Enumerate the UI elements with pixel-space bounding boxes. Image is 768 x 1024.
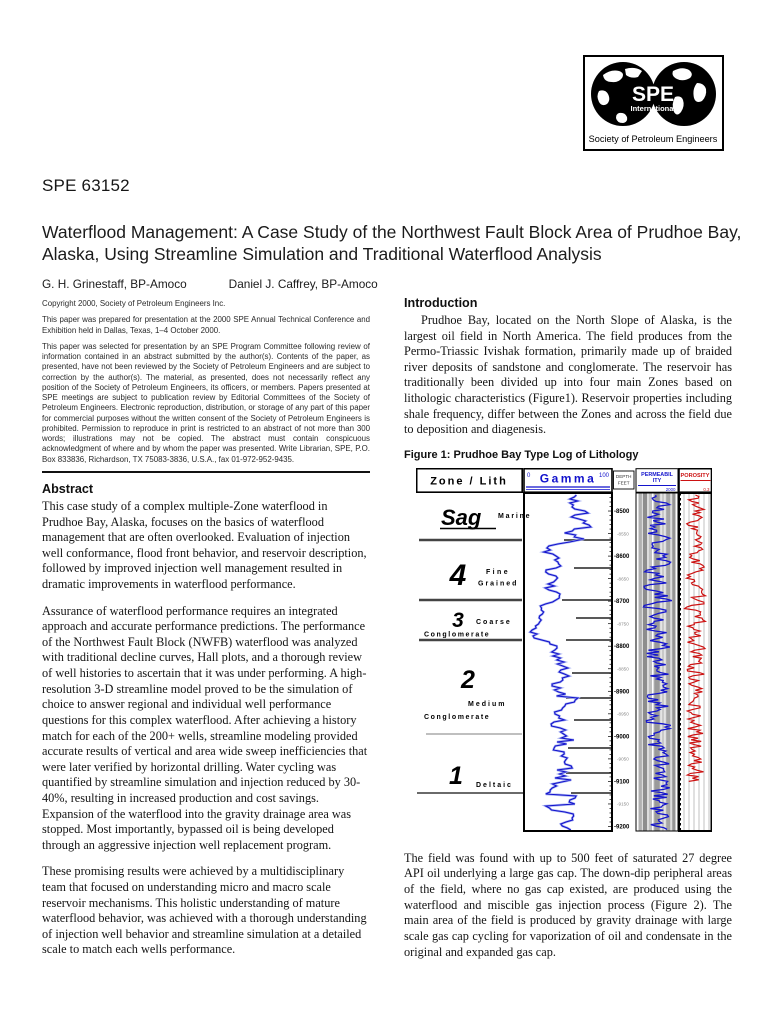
svg-text:ITY: ITY <box>652 477 662 484</box>
depth-label-major: -8600 <box>614 553 630 560</box>
left-column <box>42 299 370 969</box>
depth-label-minor: -8650 <box>617 576 629 582</box>
zone-lith-deltaic: Deltaic <box>476 781 513 789</box>
depth-unit-label: FEET <box>617 480 630 486</box>
spe-logo <box>583 55 724 151</box>
depth-label-minor: -8750 <box>617 621 629 627</box>
zone-label-sag: Sag <box>441 504 482 530</box>
svg-text:Medium: Medium <box>468 700 507 708</box>
svg-text:Coarse: Coarse <box>476 618 512 626</box>
disclaimer-notice: This paper was selected for presentation by an SPE Program Committee following review of information contained in an abstract submitted by the author(s). Contents of the paper, as presented, have not been reviewed by the Society of Petroleum Engineers and are subject to correction by the author(s). The material, as presented, does not necessarily reflect any position of the Society of Petroleum Engineers, its officers, or members. Papers presented at SPE meetings are subject to publication review by Editorial Committees of the Society of Petroleum Engineers. Electronic reproduction, distribution, or storage of any part of this paper for commercial purposes without the written consent of the Society of Petroleum Engineers is prohibited. Permission to reproduce in print is restricted to an abstract of not more than 300 words; illustrations may not be copied. The abstract must contain conspicuous acknowledgment of where and by whom the paper was presented. Write Librarian, SPE, P.O. Box 833836, Richardson, TX 75083-3836, U.S.A., fax 01-972-952-9435. <box>42 341 370 464</box>
perm-scale-max: 2000 <box>665 486 676 492</box>
abstract-body <box>42 499 370 958</box>
figure1-caption: Figure 1: Prudhoe Bay Type Log of Lithology <box>404 448 639 461</box>
depth-label-minor: -8950 <box>617 711 629 717</box>
abstract-paragraph: This case study of a complex multiple-Zone waterflood in Prudhoe Bay, Alaska, focuses on the basics of waterflood management that are often overlooked. Evaluation of injection well conformance, flood front behavior, and reservoir description, followed by improved injection well management resulted in dramatic improvements in waterflood performance. <box>42 498 367 592</box>
depth-label-minor: -8850 <box>617 666 629 672</box>
presentation-notice: This paper was prepared for presentation at the 2000 SPE Annual Technical Conference and Exhibition held in Dallas, Texas, 1–4 October 2000. <box>42 315 370 335</box>
depth-label-minor: -8550 <box>617 531 629 537</box>
depth-label-minor: -9050 <box>617 756 629 762</box>
figure1-well-log <box>416 468 712 834</box>
zone-label-3: 3 <box>452 608 464 632</box>
spe-logo-org: Society of Petroleum Engineers <box>588 134 718 144</box>
svg-text:Fine: Fine <box>486 568 510 576</box>
depth-label-major: -9100 <box>614 779 630 786</box>
author-2: Daniel J. Caffrey, BP-Amoco <box>228 277 378 291</box>
depth-label-major: -9000 <box>614 734 630 741</box>
depth-label-major: -8900 <box>614 689 630 696</box>
zone-lith-fine-grained: Grained <box>478 580 519 588</box>
right-column <box>404 296 732 971</box>
paper-title: Waterflood Management: A Case Study of the Northwest Fault Block Area of Prudhoe Bay, Alaska, Using Streamline Simulation and Traditional Waterflood Analysis <box>42 222 742 265</box>
zone-lith-header: Zone / Lith <box>430 475 508 488</box>
zone-label-2: 2 <box>461 665 475 694</box>
spe-logo-subtitle: International <box>630 104 676 113</box>
zone-label-1: 1 <box>449 761 463 790</box>
gamma-track-label: Gamma <box>539 471 597 486</box>
abstract-paragraph: Assurance of waterflood performance requires an integrated approach and accurate performance predictions. The performance of the Northwest Fault Block (NWFB) waterflood was analyzed with traditional decline curves, Hall plots, and a thorough review of well histories to ascertain that it was under performing. A high-resolution 3-D streamline model proved to be the simulation of choice to answer regional and individual well performance questions for this complex waterflood. After achieving a history match for each of the 200+ wells, streamline modeling provided accurate results of vertical and area wide sweep inefficiencies that were later verified by horizontal drilling. Water cycling was quantified by streamline simulation and injection reduced by 30-40%, resulting in increased production and cost savings. Expansion of the waterflood into the gravity drainage area was stopped. Most importantly, bypassed oil is being developed through an aggressive injection well replacement program. <box>42 603 368 852</box>
porosity-track-label: POROSITY <box>680 472 710 479</box>
paper-number: SPE 63152 <box>42 176 130 195</box>
introduction-paragraph: Prudhoe Bay, located on the North Slope of Alaska, is the largest oil field in North America. The field produces from the Permo-Triassic Ivishak formation, primarily made up of braided river deposits of sandstone and conglomerate. The reservoir has traditionally been divided up into four main Zones based on lithologic characteristics (Figure1). Reservoir properties including shale frequency, differ between the Zones and across the field due to deposition and diagenesis. <box>404 313 732 437</box>
introduction-body <box>404 313 732 438</box>
gamma-min: 0 <box>527 472 531 479</box>
depth-label-major: -8800 <box>614 644 630 651</box>
introduction-heading: Introduction <box>404 296 478 310</box>
spe-logo-acronym: SPE <box>631 83 675 106</box>
depth-label-major: -9200 <box>614 824 630 831</box>
closing-paragraph: The field was found with up to 500 feet of saturated 27 degree API oil underlying a large gas cap. The down-dip peripheral areas of the field, where no gas cap existed, are produced using the waterflood and miscible gas injection process (Figure 2). The main area of the field is produced by gravity drainage with large scale gas cap cycling for vaporization of oil and condensate in the original and expanded gas cap. <box>404 850 732 959</box>
porosity-scale: 0.3 <box>703 486 710 492</box>
svg-text:DEPTH: DEPTH <box>615 473 632 479</box>
author-1: G. H. Grinestaff, BP-Amoco <box>42 277 187 291</box>
zone-label-4: 4 <box>449 558 467 592</box>
copyright-notice: Copyright 2000, Society of Petroleum Engineers Inc. <box>42 299 226 308</box>
abstract-paragraph: These promising results were achieved by a multidisciplinary team that focused on understanding micro and macro scale reservoir mechanisms. This holistic understanding of mature waterflood behavior, was achieved with a thorough understanding of injection well behavior and streamline simulation at a detailed scale to match each wells performance. <box>42 864 367 957</box>
gamma-max: 100 <box>598 472 609 479</box>
depth-label-major: -8700 <box>614 599 630 606</box>
closing-body <box>404 851 732 960</box>
section-divider <box>42 471 370 473</box>
perm-track-label: PERMEABIL <box>641 471 673 478</box>
depth-label-major: -8500 <box>614 508 630 515</box>
zone-lith-coarse-conglomerate: Conglomerate <box>424 631 491 639</box>
zone-lith-medium-conglomerate: Conglomerate <box>424 713 491 721</box>
depth-label-minor: -9150 <box>617 801 629 807</box>
spe-logo-graphic <box>585 57 722 149</box>
abstract-heading: Abstract <box>42 481 94 496</box>
zone-lith-marine: Marine <box>498 512 532 520</box>
front-matter <box>42 299 370 465</box>
author-line <box>42 277 420 291</box>
